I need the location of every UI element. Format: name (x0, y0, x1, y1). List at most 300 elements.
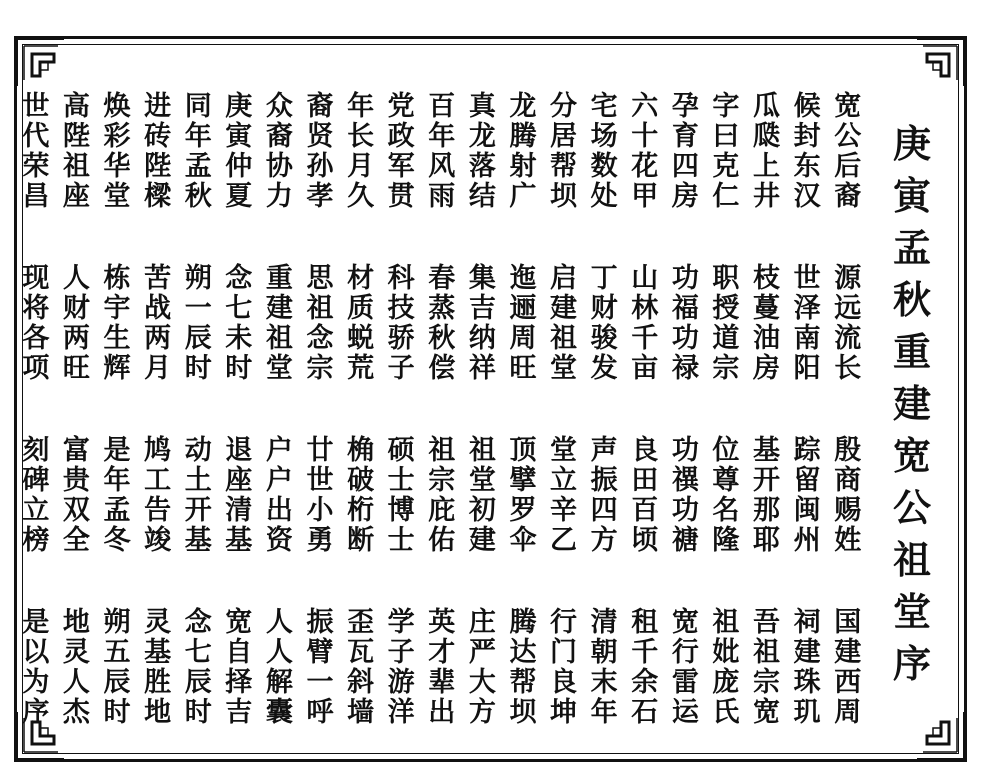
verse (144, 436, 171, 608)
text-column (16, 92, 57, 780)
verse (631, 436, 658, 608)
verse-char: 纳 (468, 323, 496, 354)
text-column (624, 92, 665, 780)
verse (306, 436, 333, 608)
verse-char: 瓦 (347, 637, 375, 668)
verse-char: 流 (834, 323, 862, 354)
verse-char: 授 (712, 293, 740, 324)
verse-char: 人 (265, 637, 293, 668)
verse-char: 禟 (671, 525, 699, 556)
verse-char: 功 (671, 263, 699, 294)
title-char: 序 (892, 641, 931, 686)
verse-char: 福 (671, 293, 699, 324)
verse-char: 落 (468, 151, 496, 182)
verse (63, 92, 90, 264)
verse-char: 西 (834, 667, 862, 698)
verse-char: 士 (387, 465, 415, 496)
verse-char: 宇 (103, 293, 131, 324)
verse-char: 技 (387, 293, 415, 324)
verse-char: 以 (22, 637, 50, 668)
text-column (462, 92, 503, 780)
verse (225, 92, 252, 264)
verse-char: 坝 (550, 181, 578, 212)
verse-char: 育 (671, 121, 699, 152)
preface-body (16, 92, 868, 780)
verse-char: 陛 (144, 151, 172, 182)
verse-char: 裔 (306, 91, 334, 122)
verse (347, 92, 374, 264)
verse-char: 宽 (753, 697, 781, 728)
verse-char: 立 (22, 495, 50, 526)
verse-char: 百 (428, 91, 456, 122)
verse (388, 264, 415, 436)
verse-char: 井 (753, 181, 781, 212)
verse-char: 瓜 (753, 91, 781, 122)
verse-char: 地 (62, 607, 90, 638)
verse-char: 骄 (387, 323, 415, 354)
verse-char: 开 (184, 495, 212, 526)
verse-char: 念 (184, 607, 212, 638)
verse-char: 雨 (428, 181, 456, 212)
verse-char: 质 (347, 293, 375, 324)
verse-char: 年 (103, 465, 131, 496)
text-column (827, 92, 868, 780)
verse-char: 职 (712, 263, 740, 294)
verse-char: 两 (144, 323, 172, 354)
verse-char: 封 (793, 121, 821, 152)
verse-char: 吉 (225, 697, 253, 728)
verse-char: 孕 (671, 91, 699, 122)
verse-char: 念 (306, 323, 334, 354)
verse-char: 陛 (62, 121, 90, 152)
verse-char: 祥 (468, 353, 496, 384)
verse-char: 富 (62, 435, 90, 466)
verse (591, 264, 618, 436)
verse-char: 断 (347, 525, 375, 556)
verse (794, 92, 821, 264)
verse-char: 人 (62, 263, 90, 294)
verse-char: 五 (103, 637, 131, 668)
verse (22, 92, 49, 264)
verse-char: 栋 (103, 263, 131, 294)
verse-char: 建 (265, 293, 293, 324)
title-char: 公 (892, 485, 931, 530)
verse-char: 彩 (103, 121, 131, 152)
verse-char: 方 (590, 525, 618, 556)
verse-char: 宽 (834, 91, 862, 122)
verse-char: 字 (712, 91, 740, 122)
text-column (178, 92, 219, 780)
verse (347, 436, 374, 608)
verse-char: 广 (509, 181, 537, 212)
verse-char: 珠 (793, 667, 821, 698)
verse-char: 庇 (428, 495, 456, 526)
verse (469, 608, 496, 780)
verse-char: 蜕 (347, 323, 375, 354)
verse (753, 436, 780, 608)
verse-char: 姓 (834, 525, 862, 556)
verse-char: 长 (347, 121, 375, 152)
verse-char: 贤 (306, 121, 334, 152)
verse-char: 荣 (22, 151, 50, 182)
verse-char: 龙 (468, 121, 496, 152)
verse (712, 264, 739, 436)
text-column (56, 92, 97, 780)
verse-char: 鸠 (144, 435, 172, 466)
verse-char: 坤 (550, 697, 578, 728)
verse-char: 骏 (590, 323, 618, 354)
verse-char: 帮 (509, 667, 537, 698)
verse-char: 廿 (306, 435, 334, 466)
title-char: 祖 (892, 537, 931, 582)
verse (834, 436, 861, 608)
verse-char: 隆 (712, 525, 740, 556)
verse-char: 焕 (103, 91, 131, 122)
verse-char: 高 (62, 91, 90, 122)
verse-char: 启 (550, 263, 578, 294)
verse-char: 是 (22, 607, 50, 638)
verse-char: 年 (347, 91, 375, 122)
verse-char: 将 (22, 293, 50, 324)
verse-char: 双 (62, 495, 90, 526)
verse-char: 东 (793, 151, 821, 182)
verse-char: 荒 (347, 353, 375, 384)
verse-char: 工 (144, 465, 172, 496)
verse-char: 各 (22, 323, 50, 354)
corner-ornament-top-right-icon (915, 36, 967, 88)
verse-char: 末 (590, 667, 618, 698)
verse-char: 余 (631, 667, 659, 698)
text-column (259, 92, 300, 780)
verse-char: 赐 (834, 495, 862, 526)
text-column (746, 92, 787, 780)
verse (591, 92, 618, 264)
verse (428, 92, 455, 264)
verse (185, 608, 212, 780)
text-column (97, 92, 138, 780)
verse-char: 墙 (347, 697, 375, 728)
verse (672, 92, 699, 264)
verse-char: 协 (265, 151, 293, 182)
verse-char: 辰 (184, 323, 212, 354)
verse (306, 608, 333, 780)
verse-char: 孟 (103, 495, 131, 526)
verse-char: 仁 (712, 181, 740, 212)
verse-char: 朔 (184, 263, 212, 294)
verse (550, 436, 577, 608)
verse-char: 世 (793, 263, 821, 294)
verse-char: 雷 (671, 667, 699, 698)
verse (144, 92, 171, 264)
verse-char: 大 (468, 667, 496, 698)
verse-char: 生 (103, 323, 131, 354)
verse-char: 田 (631, 465, 659, 496)
verse-char: 座 (225, 465, 253, 496)
verse-char: 重 (265, 263, 293, 294)
verse-char: 祖 (712, 607, 740, 638)
verse-char: 杰 (62, 697, 90, 728)
verse-char: 腾 (509, 121, 537, 152)
verse-char: 功 (671, 495, 699, 526)
verse-char: 子 (387, 353, 415, 384)
verse (834, 264, 861, 436)
verse-char: 祖 (550, 323, 578, 354)
verse-char: 小 (306, 495, 334, 526)
text-column (219, 92, 260, 780)
verse-char: 土 (184, 465, 212, 496)
verse-char: 开 (753, 465, 781, 496)
verse (794, 608, 821, 780)
verse (185, 436, 212, 608)
verse (63, 608, 90, 780)
verse-char: 贵 (62, 465, 90, 496)
verse-char: 蒸 (428, 293, 456, 324)
verse-char: 六 (631, 91, 659, 122)
verse-char: 呼 (306, 697, 334, 728)
verse-char: 出 (265, 495, 293, 526)
verse (672, 608, 699, 780)
verse-char: 秋 (428, 323, 456, 354)
verse-char: 祖 (753, 637, 781, 668)
verse-char: 七 (225, 293, 253, 324)
verse-char: 朔 (103, 607, 131, 638)
verse-char: 时 (103, 697, 131, 728)
verse-char: 源 (834, 263, 862, 294)
verse-char: 政 (387, 121, 415, 152)
verse-char: 英 (428, 607, 456, 638)
verse-char: 两 (62, 323, 90, 354)
verse (306, 92, 333, 264)
verse-char: 四 (671, 151, 699, 182)
verse (144, 264, 171, 436)
verse-char: 冬 (103, 525, 131, 556)
verse-char: 花 (631, 151, 659, 182)
verse-char: 子 (387, 637, 415, 668)
verse-char: 射 (509, 151, 537, 182)
verse-char: 振 (590, 465, 618, 496)
verse-char: 建 (468, 525, 496, 556)
verse-char: 踪 (793, 435, 821, 466)
verse-char: 阳 (793, 353, 821, 384)
verse-char: 腾 (509, 607, 537, 638)
verse-char: 克 (712, 151, 740, 182)
verse-char: 人 (62, 667, 90, 698)
verse-char: 桷 (347, 435, 375, 466)
verse-char: 建 (793, 637, 821, 668)
verse-char: 基 (184, 525, 212, 556)
verse-char: 林 (631, 293, 659, 324)
verse-char: 庚 (225, 91, 253, 122)
verse-char: 地 (144, 697, 172, 728)
verse-char: 功 (671, 435, 699, 466)
verse-char: 千 (631, 637, 659, 668)
verse-char: 念 (225, 263, 253, 294)
verse-char: 孟 (184, 151, 212, 182)
verse-char: 夏 (225, 181, 253, 212)
verse-char: 长 (834, 353, 862, 384)
verse-char: 资 (265, 525, 293, 556)
verse-char: 科 (387, 263, 415, 294)
verse-char: 一 (184, 293, 212, 324)
verse-char: 州 (793, 525, 821, 556)
verse (550, 264, 577, 436)
verse (591, 608, 618, 780)
verse-char: 那 (753, 495, 781, 526)
verse (388, 436, 415, 608)
verse (185, 264, 212, 436)
verse-char: 辉 (103, 353, 131, 384)
verse-char: 洋 (387, 697, 415, 728)
verse (266, 264, 293, 436)
verse-char: 七 (184, 637, 212, 668)
verse-char: 序 (22, 697, 50, 728)
verse (266, 92, 293, 264)
verse (469, 436, 496, 608)
verse-char: 周 (509, 323, 537, 354)
verse-char: 党 (387, 91, 415, 122)
verse-char: 旺 (509, 353, 537, 384)
verse-char: 宗 (428, 465, 456, 496)
verse-char: 逦 (509, 293, 537, 324)
verse-char: 运 (671, 697, 699, 728)
verse-char: 时 (184, 353, 212, 384)
verse-char: 桁 (347, 495, 375, 526)
verse (22, 436, 49, 608)
verse-char: 石 (631, 697, 659, 728)
verse-char: 宗 (306, 353, 334, 384)
verse-char: 昌 (22, 181, 50, 212)
verse-char: 动 (184, 435, 212, 466)
verse (185, 92, 212, 264)
verse-char: 自 (225, 637, 253, 668)
verse-char: 蔓 (753, 293, 781, 324)
verse-char: 尊 (712, 465, 740, 496)
verse-char: 仲 (225, 151, 253, 182)
verse-char: 顶 (509, 435, 537, 466)
verse-char: 位 (712, 435, 740, 466)
verse-char: 囊 (265, 697, 293, 728)
verse-char: 声 (590, 435, 618, 466)
verse-char: 才 (428, 637, 456, 668)
verse-char: 商 (834, 465, 862, 496)
verse-char: 后 (834, 151, 862, 182)
verse-char: 枝 (753, 263, 781, 294)
verse (469, 264, 496, 436)
verse (22, 264, 49, 436)
verse (794, 436, 821, 608)
verse-char: 辰 (184, 667, 212, 698)
verse-char: 佑 (428, 525, 456, 556)
verse-char: 堂 (468, 465, 496, 496)
verse-char: 留 (793, 465, 821, 496)
verse-char: 月 (347, 151, 375, 182)
verse-char: 千 (631, 323, 659, 354)
verse-char: 祖 (468, 435, 496, 466)
verse-char: 财 (590, 293, 618, 324)
verse-char: 力 (265, 181, 293, 212)
verse-char: 世 (22, 91, 50, 122)
verse-char: 风 (428, 151, 456, 182)
corner-ornament-bottom-right-icon (915, 710, 967, 762)
title-char: 孟 (892, 225, 931, 270)
verse-char: 破 (347, 465, 375, 496)
verse-char: 学 (387, 607, 415, 638)
verse-char: 吾 (753, 607, 781, 638)
verse-char: 吉 (468, 293, 496, 324)
verse-char: 场 (590, 121, 618, 152)
verse-char: 功 (671, 323, 699, 354)
verse-char: 众 (265, 91, 293, 122)
verse-char: 樑 (144, 181, 172, 212)
verse-char: 名 (712, 495, 740, 526)
verse-char: 春 (428, 263, 456, 294)
verse-char: 时 (184, 697, 212, 728)
verse-char: 发 (590, 353, 618, 384)
verse-char: 朝 (590, 637, 618, 668)
verse-char: 同 (184, 91, 212, 122)
verse-char: 房 (671, 181, 699, 212)
verse-char: 财 (62, 293, 90, 324)
verse-char: 宽 (225, 607, 253, 638)
verse-char: 龙 (509, 91, 537, 122)
verse (22, 608, 49, 780)
text-column (665, 92, 706, 780)
verse-char: 甲 (631, 181, 659, 212)
verse-char: 氏 (712, 697, 740, 728)
verse-char: 迤 (509, 263, 537, 294)
verse (63, 436, 90, 608)
verse-char: 辰 (103, 667, 131, 698)
verse-char: 堂 (550, 353, 578, 384)
verse-char: 胜 (144, 667, 172, 698)
verse-char: 清 (225, 495, 253, 526)
text-column (706, 92, 747, 780)
verse-char: 歪 (347, 607, 375, 638)
verse-char: 堂 (265, 353, 293, 384)
verse-char: 解 (265, 667, 293, 698)
verse-char: 偿 (428, 353, 456, 384)
verse-char: 良 (631, 435, 659, 466)
verse (631, 264, 658, 436)
verse-char: 裔 (834, 181, 862, 212)
verse (104, 608, 131, 780)
document-title (890, 118, 934, 690)
verse-char: 闽 (793, 495, 821, 526)
verse-char: 远 (834, 293, 862, 324)
verse-char: 户 (265, 435, 293, 466)
verse (834, 92, 861, 264)
verse-char: 建 (550, 293, 578, 324)
verse (631, 608, 658, 780)
verse-char: 堂 (550, 435, 578, 466)
verse (306, 264, 333, 436)
verse-char: 裔 (265, 121, 293, 152)
title-char: 庚 (892, 121, 931, 166)
verse-char: 一 (306, 667, 334, 698)
verse-char: 战 (144, 293, 172, 324)
verse-char: 分 (550, 91, 578, 122)
verse-char: 建 (834, 637, 862, 668)
verse (428, 436, 455, 608)
verse-char: 现 (22, 263, 50, 294)
verse (509, 264, 536, 436)
verse-char: 贯 (387, 181, 415, 212)
verse-char: 代 (22, 121, 50, 152)
text-column (340, 92, 381, 780)
verse (428, 608, 455, 780)
verse-char: 堂 (103, 181, 131, 212)
verse-char: 辛 (550, 495, 578, 526)
